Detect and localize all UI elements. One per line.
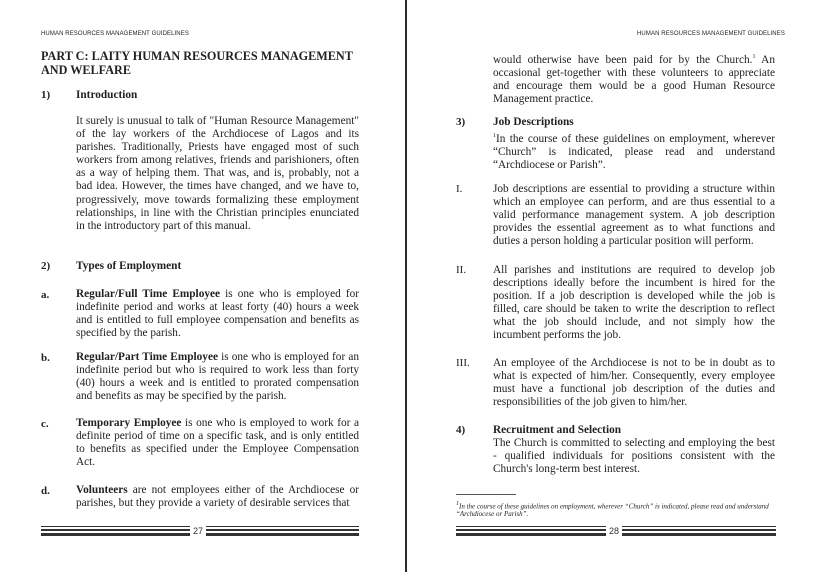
section-note: $^1$In the course of these guidelines on employment, wherever “Church” is indicated, please read and understand “Archdiocese or Parish”.	[493, 132, 775, 171]
term: Regular/Full Time Employee	[76, 288, 221, 300]
list-letter: d.	[41, 485, 50, 497]
section-heading: Recruitment and Selection	[493, 424, 622, 436]
term: Regular/Part Time Employee	[76, 351, 218, 363]
part-title: PART C: LAITY HUMAN RESOURCES MANAGEMENT AND WELFARE	[41, 49, 353, 77]
list-item: All parishes and institutions are required to develop job descriptions ideally before the incumbent is hired for the position. If a job description is developed while the job is filled, care should be taken to write the description to reflect what the job should include, and not simply how the incumbent performs the job.	[493, 264, 775, 342]
definition: is one who is employed for indefinite period and works at least forty (40) hours a week and is entitled to full employee compensation and benefits as specified by the parish.	[76, 288, 359, 340]
list-numeral: I.	[456, 183, 463, 195]
list-numeral: III.	[456, 357, 470, 369]
running-header: HUMAN RESOURCES MANAGEMENT GUIDELINES	[637, 31, 785, 37]
section-heading: Introduction	[76, 89, 138, 101]
continuation-paragraph: would otherwise have been paid for by the Church.$^1$ An occasional get-together with these volunteers to appreciate and encourage them would be a good Human Resource Management practice.	[493, 53, 775, 106]
footnote-rule	[456, 494, 516, 495]
section-number: 3)	[456, 116, 466, 128]
definition: are not employees either of the Archdiocese or parishes, but they provide a variety of desirable services that	[76, 484, 359, 510]
running-header: HUMAN RESOURCES MANAGEMENT GUIDELINES	[41, 31, 189, 37]
left-page	[0, 0, 404, 572]
recruitment-paragraph: The Church is committed to selecting and employing the best - qualified individuals for positions consistent with the Church's long-term best interest.	[493, 437, 775, 476]
list-item	[76, 484, 359, 510]
page-divider	[405, 0, 407, 572]
right-page	[411, 0, 820, 572]
page-number: 27	[190, 526, 206, 536]
footnote-marker: 1	[456, 501, 459, 507]
footnote: 1In the course of these guidelines on employment, wherever “Church” is indicated, please read and understand “Archdiocese or Parish”.	[456, 501, 769, 519]
footnote-marker: 1	[752, 54, 756, 60]
list-item	[76, 351, 359, 403]
list-item	[76, 288, 359, 340]
term: Volunteers	[76, 484, 128, 496]
section-heading: Job Descriptions	[493, 116, 574, 128]
list-item	[76, 417, 359, 469]
section-number: 4)	[456, 424, 466, 436]
list-letter: a.	[41, 289, 50, 301]
term: Temporary Employee	[76, 417, 182, 429]
list-numeral: II.	[456, 264, 467, 276]
list-item: Job descriptions are essential to providing a structure within which an employee can perform, and are thus essential to a valid performance management system. A job description provides the essential agreement as to what functions and duties a person holding a particular position will perform.	[493, 183, 775, 248]
section-number: 2)	[41, 260, 51, 272]
page-number: 28	[606, 526, 622, 536]
list-letter: b.	[41, 352, 50, 364]
definition: is one who is employed for an indefinite period but who is required to work less than forty (40) hours a week and is entitled to prorated compensation and benefits as may be specified by the parish.	[76, 351, 359, 403]
list-letter: c.	[41, 418, 49, 430]
section-heading: Types of Employment	[76, 260, 182, 272]
list-item: An employee of the Archdiocese is not to be in doubt as to what is expected of him/her. Consequently, every employee must have a functional job description of the duties and responsibilities of the job given to him/her.	[493, 357, 775, 409]
definition: is one who is employed to work for a definite period of time on a specific task, and is only entitled to benefits as specified under the Employee Compensation Act.	[76, 417, 359, 469]
intro-paragraph: It surely is unusual to talk of "Human Resource Management" of the lay workers of the Archdiocese of Lagos and its parishes. Traditionally, Priests have engaged most of such workers from among relatives, friends and parishioners, often as a way of helping them. That was, and is, probably, not a bad idea. However, the times have changed, and we have to, progressively, move towards formalizing these employment relationships, in line with the Christian principles enunciated in the introductory part of this manual.	[76, 115, 359, 232]
footnote-marker: 1	[493, 133, 496, 139]
section-number: 1)	[41, 89, 51, 101]
